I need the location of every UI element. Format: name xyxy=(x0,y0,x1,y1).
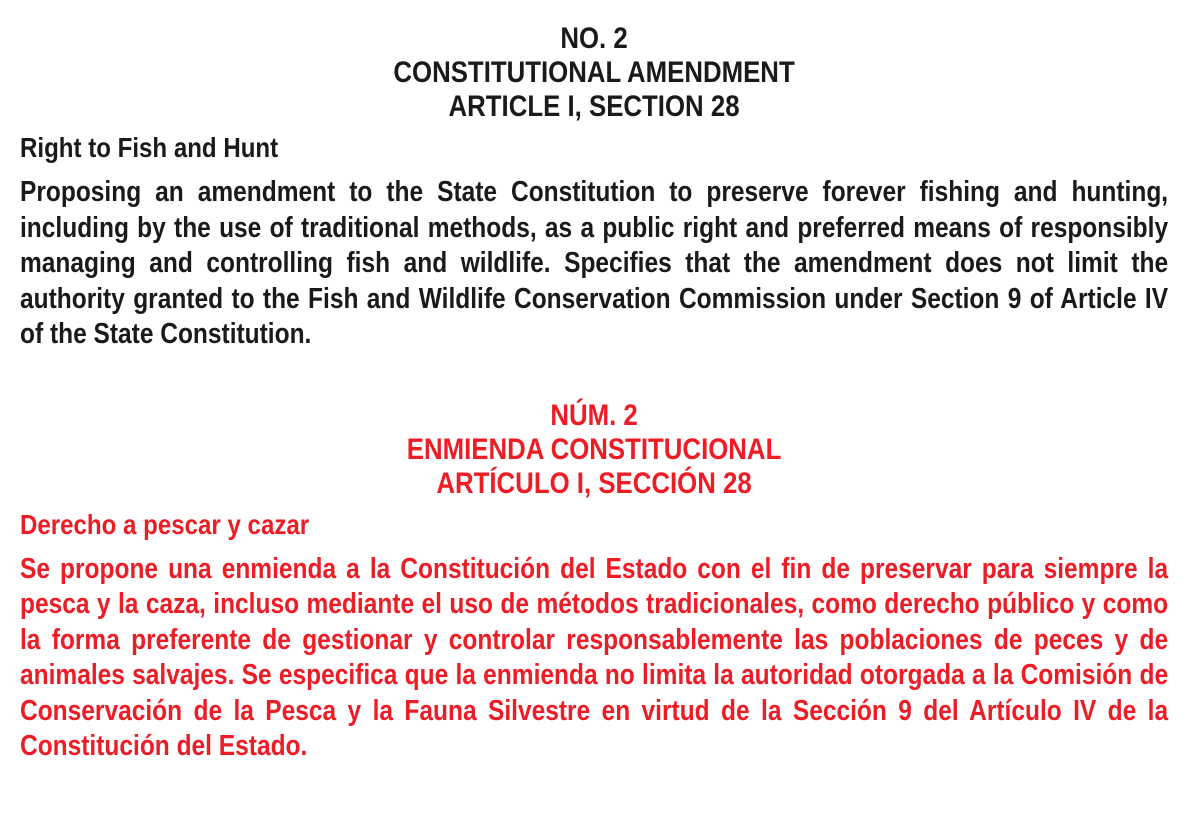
amendment-type: CONSTITUTIONAL AMENDMENT xyxy=(393,56,795,89)
amendment-summary: Proposing an amendment to the State Constitution to preserve forever fishing and hunting, including by the use of traditional methods, as a public right and preferred means of responsibly managing and controlling fish and wildlife. Specifies that the amendment does not limit the authority granted to the Fish and Wildlife Conservation Commission under Section 9 of Article IV of the State Constitution. xyxy=(20,176,1169,350)
enmienda-number: NÚM. 2 xyxy=(550,398,638,432)
spanish-heading xyxy=(20,399,1168,501)
enmienda-summary: Se propone una enmienda a la Constitución del Estado con el fin de preservar para siempre la pesca y la caza, incluso mediante el uso de métodos tradicionales, como derecho público y como la forma preferente de gestionar y controlar responsablemente las poblaciones de peces y de animales salvajes. Se especifica que la enmienda no limita la autoridad otorgada a la Comisión de Conservación de la Pesca y la Fauna Silvestre en virtud de la Sección 9 del Artículo IV de la Constitución del Estado. xyxy=(20,552,1169,762)
spanish-section xyxy=(20,399,1168,765)
enmienda-article: ARTÍCULO I, SECCIÓN 28 xyxy=(436,466,752,500)
english-section xyxy=(20,22,1168,353)
amendment-title: Right to Fish and Hunt xyxy=(20,132,279,163)
enmienda-title: Derecho a pescar y cazar xyxy=(20,508,310,540)
amendment-number: NO. 2 xyxy=(560,22,628,55)
enmienda-type: ENMIENDA CONSTITUCIONAL xyxy=(406,432,782,466)
ballot-document xyxy=(20,22,1168,765)
amendment-article: ARTICLE I, SECTION 28 xyxy=(448,90,740,123)
english-heading xyxy=(20,22,1168,124)
